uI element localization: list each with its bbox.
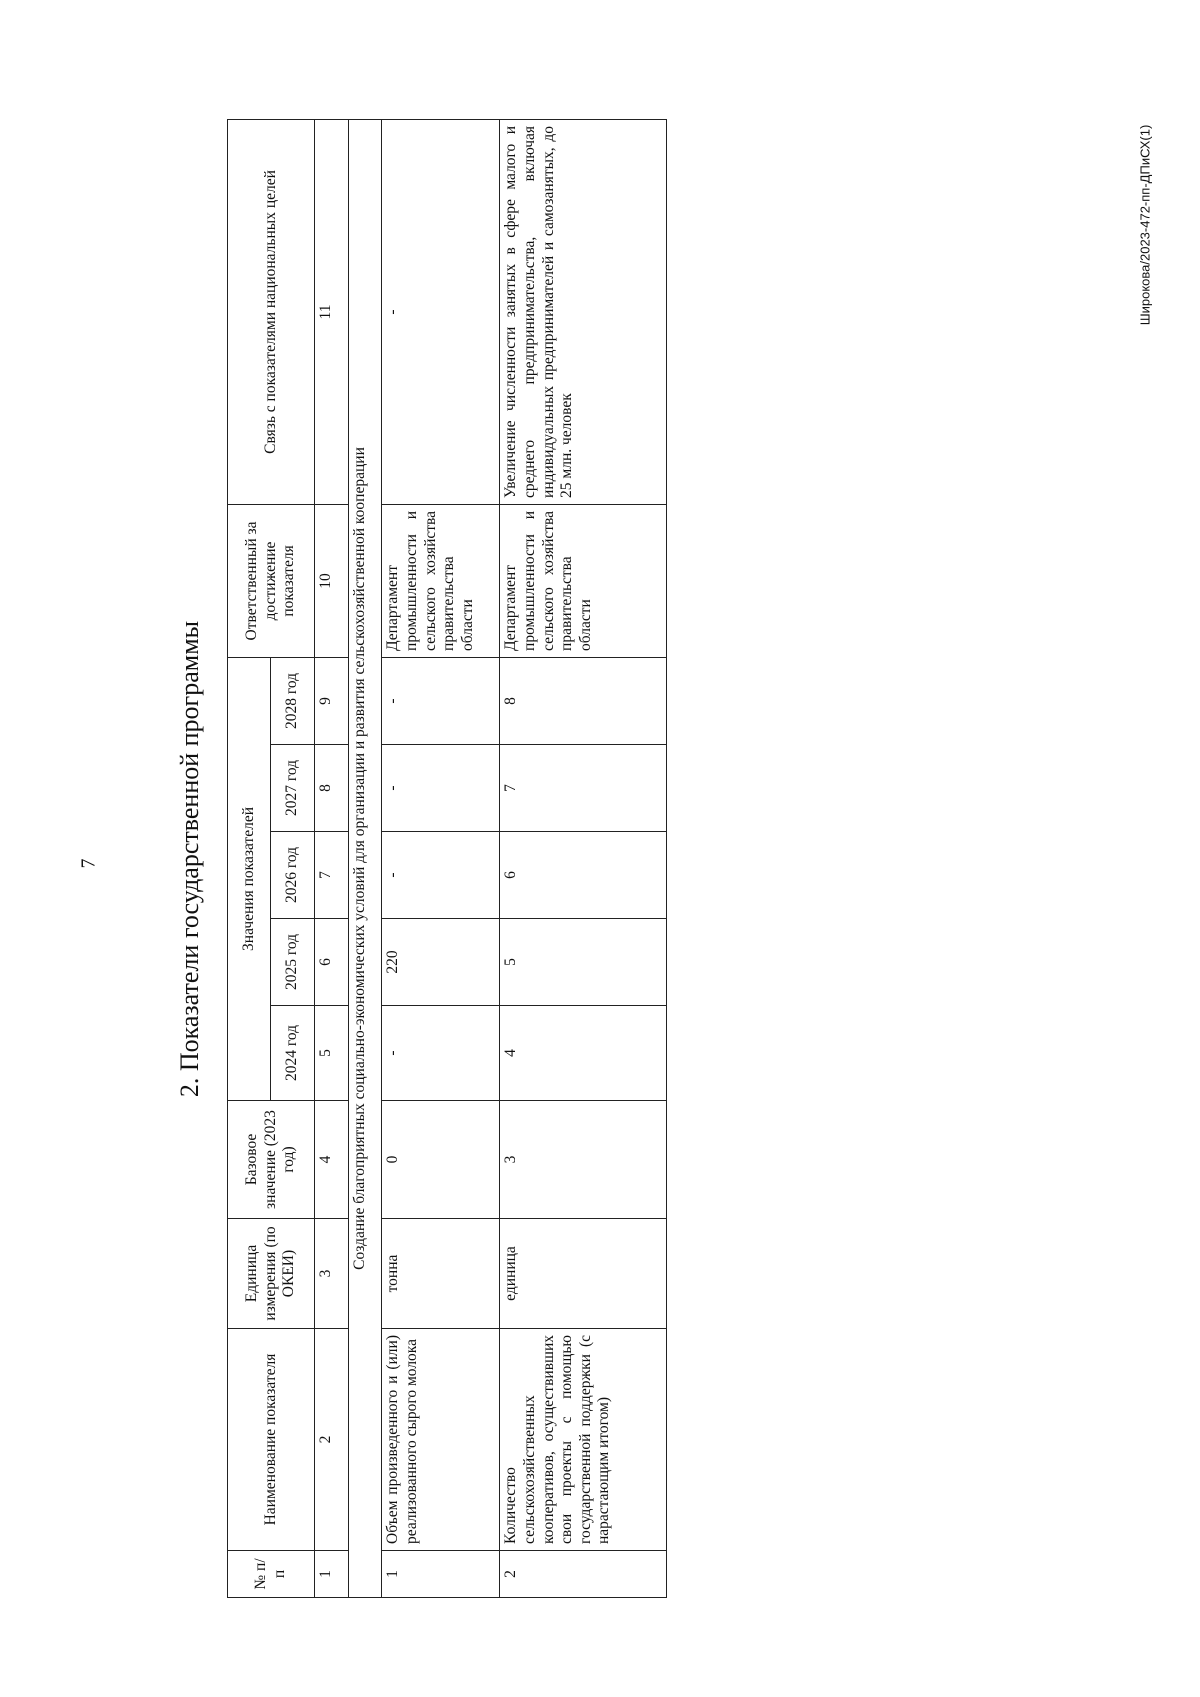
header-year: 2025 год	[271, 919, 314, 1006]
column-number: 4	[314, 1101, 348, 1219]
row-value-2028: -	[382, 657, 500, 744]
row-value-2024: 4	[500, 1006, 667, 1101]
header-base: Базовое значение (2023 год)	[228, 1101, 315, 1219]
column-number: 5	[314, 1006, 348, 1101]
header-year: 2027 год	[271, 745, 314, 832]
header-num: № п/п	[228, 1551, 315, 1598]
row-name: Объем произведенного и (или) реализованного сырого молока	[382, 1329, 500, 1551]
row-value-2027: -	[382, 745, 500, 832]
section-row	[348, 119, 382, 1597]
rotated-content	[165, 120, 675, 1598]
column-number: 7	[314, 832, 348, 919]
column-number: 1	[314, 1551, 348, 1598]
row-unit: единица	[500, 1219, 667, 1329]
row-value-2025: 5	[500, 919, 667, 1006]
table-row	[500, 119, 667, 1597]
column-number: 2	[314, 1329, 348, 1551]
row-value-2025: 220	[382, 919, 500, 1006]
row-base: 0	[382, 1101, 500, 1219]
column-number: 6	[314, 919, 348, 1006]
row-value-2027: 7	[500, 745, 667, 832]
row-value-2028: 8	[500, 657, 667, 744]
row-num: 2	[500, 1551, 667, 1598]
row-value-2026: 6	[500, 832, 667, 919]
header-link: Связь с показателями национальных целей	[228, 119, 315, 504]
row-value-2024: -	[382, 1006, 500, 1101]
column-number: 3	[314, 1219, 348, 1329]
column-number: 8	[314, 745, 348, 832]
column-number: 9	[314, 657, 348, 744]
column-number: 11	[314, 119, 348, 504]
header-responsible: Ответственный за достижение показателя	[228, 504, 315, 657]
header-values-group: Значения показателей	[228, 657, 271, 1100]
column-numbers-row	[314, 119, 348, 1597]
row-base: 3	[500, 1101, 667, 1219]
header-year: 2024 год	[271, 1006, 314, 1101]
row-unit: тонна	[382, 1219, 500, 1329]
table-row	[382, 119, 500, 1597]
row-name: Количество сельскохозяйственных кооперативов, осуществивших свои проекты с помощью государственной поддержки (с нарастающим итогом)	[500, 1329, 667, 1551]
row-link: Увеличение численности занятых в сфере малого и среднего предпринимательства, включая индивидуальных предпринимателей и самозанятых, до 25 млн. человек	[500, 119, 667, 504]
header-year: 2026 год	[271, 832, 314, 919]
page-number: 7	[77, 858, 100, 869]
header-year: 2028 год	[271, 657, 314, 744]
indicators-table	[227, 119, 667, 1598]
header-row-1	[228, 119, 271, 1597]
document-code-text: Широкова/2023-472-пп-ДПиСХ(1)	[1137, 124, 1153, 326]
section-title: Создание благоприятных социально-экономических условий для организации и развития сельскохозяйственной кооперации	[348, 119, 382, 1597]
row-link: -	[382, 119, 500, 504]
row-num: 1	[382, 1551, 500, 1598]
column-number: 10	[314, 504, 348, 657]
header-name: Наименование показателя	[228, 1329, 315, 1551]
header-unit: Единица измерения (по ОКЕИ)	[228, 1219, 315, 1329]
row-value-2026: -	[382, 832, 500, 919]
row-responsible: Департамент промышленности и сельского хозяйства правительства области	[382, 504, 500, 657]
page-title: 2. Показатели государственной программы	[175, 620, 204, 1098]
row-responsible: Департамент промышленности и сельского хозяйства правительства области	[500, 504, 667, 657]
